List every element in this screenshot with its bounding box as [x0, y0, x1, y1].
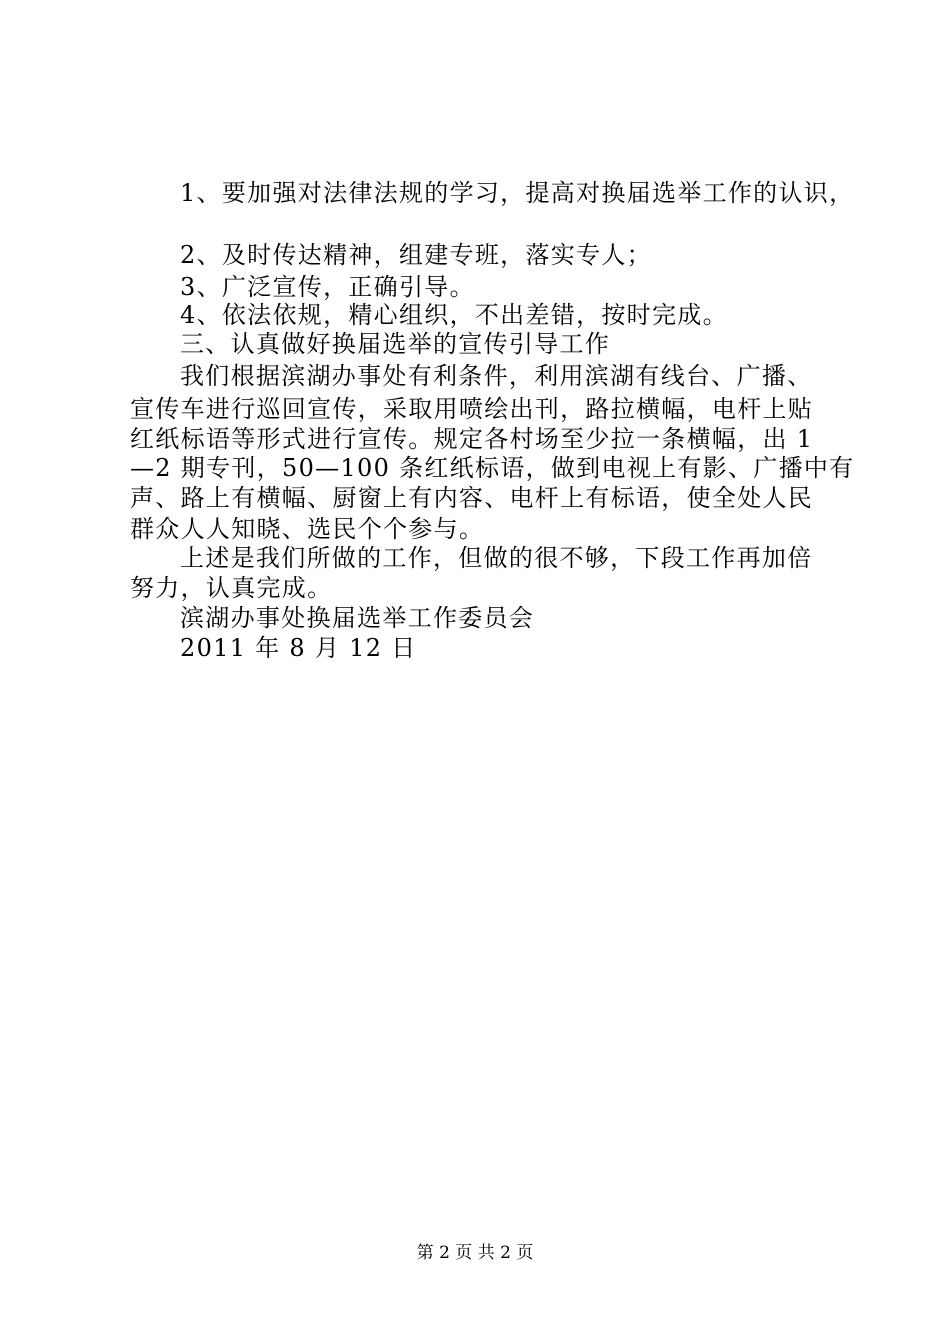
section-heading: 三、认真做好换届选举的宣传引导工作 — [180, 330, 611, 358]
paragraph-line: 努力，认真完成。 — [130, 574, 333, 602]
signature: 滨湖办事处换届选举工作委员会 — [180, 604, 535, 632]
paragraph-line: 声、路上有横幅、厨窗上有内容、电杆上有标语，使全处人民 — [130, 484, 814, 512]
date: 2011 年 8 月 12 日 — [180, 634, 417, 662]
list-item: 2、及时传达精神，组建专班，落实专人； — [180, 241, 652, 269]
paragraph-line: 红纸标语等形式进行宣传。规定各村场至少拉一条横幅，出 1 — [130, 425, 814, 453]
list-item: 3、广泛宣传，正确引导。 — [180, 273, 475, 301]
paragraph-line: 宣传车进行巡回宣传，采取用喷绘出刊，路拉横幅，电杆上贴 — [130, 395, 814, 423]
paragraph-line: —2 期专刊，50—100 条红纸标语，做到电视上有影、广播中有 — [130, 454, 855, 482]
paragraph-line: 群众人人知晓、选民个个参与。 — [130, 515, 485, 543]
list-item: 1、要加强对法律法规的学习，提高对换届选举工作的认识， — [180, 179, 855, 207]
page-footer: 第 2 页 共 2 页 — [416, 1243, 534, 1263]
paragraph-line: 我们根据滨湖办事处有利条件，利用滨湖有线台、广播、 — [180, 362, 813, 390]
paragraph-line: 上述是我们所做的工作，但做的很不够，下段工作再加倍 — [180, 544, 813, 572]
list-item: 4、依法依规，精心组织，不出差错，按时完成。 — [180, 301, 728, 329]
